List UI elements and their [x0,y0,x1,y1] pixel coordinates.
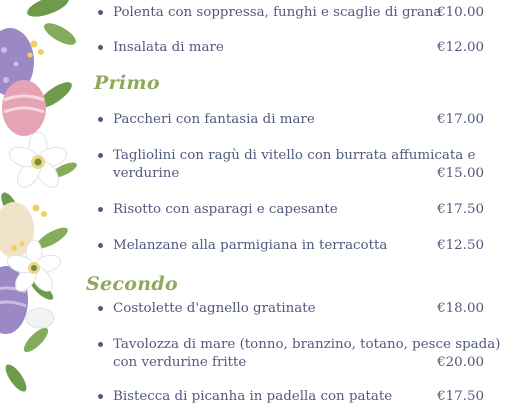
item-name: Bistecca di picanha in padella con patate [113,389,393,404]
bullet-icon [98,117,103,122]
item-price: €17.00 [437,112,484,127]
item-name-line-1: Tagliolini con ragù di vitello con burrata affumicata e [113,148,476,163]
item-price: €10.00 [437,5,484,20]
bullet-icon [98,394,103,399]
item-price: €20.00 [437,355,484,370]
item-name-line-2: verdurine [113,166,180,181]
item-price: €17.50 [437,202,484,217]
item-price: €18.00 [437,301,484,316]
bullet-icon [98,45,103,50]
item-price: €12.00 [437,40,484,55]
item-price: €15.00 [437,166,484,181]
section-title-primo: Primo [94,72,160,94]
bullet-icon [98,243,103,248]
section-title-secondo: Secondo [86,273,178,295]
item-name-line-2: con verdurine fritte [113,355,247,370]
item-name: Melanzane alla parmigiana in terracotta [113,238,388,253]
bullet-icon [98,153,103,158]
item-name: Insalata di mare [113,40,224,55]
item-name: Polenta con soppressa, funghi e scaglie di grana [113,5,442,20]
bullet-icon [98,342,103,347]
item-price: €12.50 [437,238,484,253]
bullet-icon [98,207,103,212]
item-name: Costolette d'agnello gratinate [113,301,316,316]
item-price: €17.50 [437,389,484,404]
item-name-line-1: Tavolozza di mare (tonno, branzino, totano, pesce spada) [113,337,501,352]
item-name: Paccheri con fantasia di mare [113,112,315,127]
item-name: Risotto con asparagi e capesante [113,202,338,217]
bullet-icon [98,10,103,15]
bullet-icon [98,306,103,311]
